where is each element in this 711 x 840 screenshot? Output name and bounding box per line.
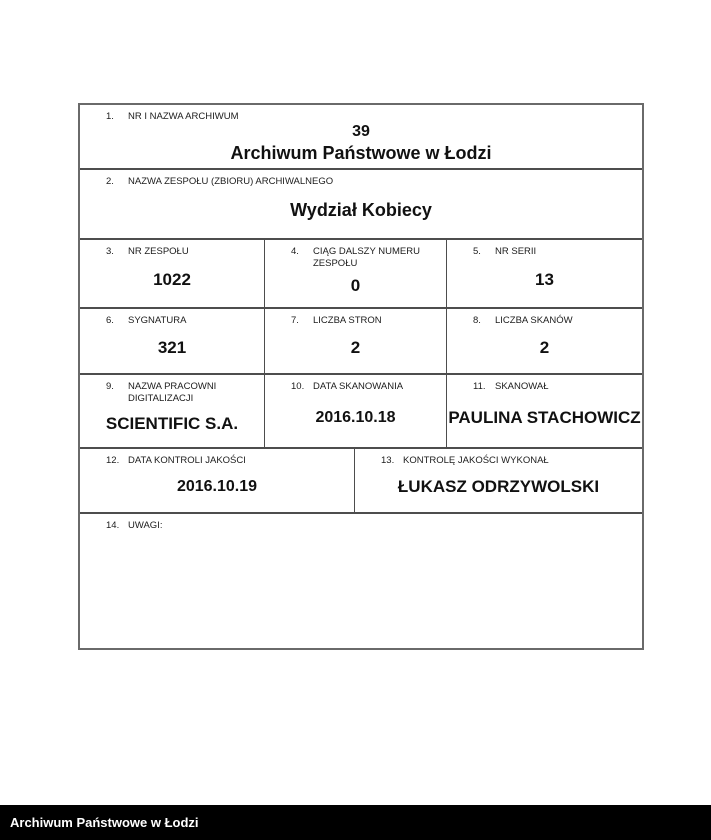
field-value-area bbox=[80, 467, 354, 512]
form-row-6 bbox=[80, 449, 642, 514]
field-number: 12. bbox=[106, 455, 120, 466]
field-cell-nr-i-nazwa-archiwum bbox=[80, 105, 642, 168]
field-value-area bbox=[80, 327, 264, 373]
field-label-row bbox=[80, 240, 264, 258]
field-cell-liczba-skanow bbox=[447, 309, 642, 373]
field-label-row bbox=[447, 240, 642, 258]
field-cell-sygnatura bbox=[80, 309, 265, 373]
page-count-value: 2 bbox=[350, 337, 361, 357]
field-label-row bbox=[80, 170, 642, 188]
field-label-row bbox=[80, 309, 264, 327]
footer-archive-title: Archiwum Państwowe w Łodzi bbox=[10, 815, 199, 830]
field-number: 5. bbox=[473, 246, 481, 257]
field-number: 6. bbox=[106, 315, 114, 326]
field-value-area bbox=[80, 258, 264, 307]
field-value-area bbox=[447, 327, 642, 373]
field-value-area bbox=[80, 123, 642, 168]
archive-number-value: 39 bbox=[352, 122, 370, 140]
field-cell-uwagi bbox=[80, 514, 642, 648]
field-label-row bbox=[265, 309, 446, 327]
field-label-row bbox=[355, 449, 642, 467]
form-row-5 bbox=[80, 375, 642, 449]
field-value-area bbox=[265, 270, 446, 307]
field-value-area bbox=[447, 393, 642, 447]
field-label: NR I NAZWA ARCHIWUM bbox=[128, 111, 239, 122]
field-label: NAZWA ZESPOŁU (ZBIORU) ARCHIWALNEGO bbox=[128, 176, 334, 187]
field-number: 3. bbox=[106, 246, 114, 257]
fonds-number-value: 1022 bbox=[153, 270, 191, 290]
field-label-row bbox=[80, 375, 264, 405]
field-number: 13. bbox=[381, 455, 395, 466]
field-cell-nazwa-pracowni bbox=[80, 375, 265, 447]
field-value-area bbox=[265, 327, 446, 373]
field-number: 11. bbox=[473, 381, 486, 392]
field-cell-liczba-stron bbox=[265, 309, 447, 373]
scan-count-value: 2 bbox=[539, 337, 550, 357]
footer-bar bbox=[0, 805, 711, 840]
field-value-area bbox=[80, 188, 642, 238]
archive-name-value: Archiwum Państwowe w Łodzi bbox=[230, 142, 492, 163]
field-label-row bbox=[447, 375, 642, 393]
field-cell-ciag-dalszy-numeru bbox=[265, 240, 447, 307]
form-row-2 bbox=[80, 170, 642, 240]
field-cell-nr-serii bbox=[447, 240, 642, 307]
archival-metadata-form bbox=[78, 103, 644, 650]
field-cell-data-skanowania bbox=[265, 375, 447, 447]
field-label: SYGNATURA bbox=[128, 315, 187, 326]
field-label: CIĄG DALSZY NUMERU ZESPOŁU bbox=[313, 246, 420, 269]
field-number: 2. bbox=[106, 176, 114, 187]
field-label-row bbox=[80, 514, 642, 532]
field-value-area bbox=[447, 258, 642, 307]
field-number: 9. bbox=[106, 381, 114, 392]
remarks-empty-area bbox=[80, 532, 642, 648]
field-cell-nr-zespolu bbox=[80, 240, 265, 307]
field-label-row bbox=[265, 240, 446, 270]
field-number: 14. bbox=[106, 520, 120, 531]
field-label: NR ZESPOŁU bbox=[128, 246, 189, 257]
field-label: LICZBA STRON bbox=[313, 315, 382, 326]
field-label: SKANOWAŁ bbox=[495, 381, 549, 392]
form-row-4 bbox=[80, 309, 642, 375]
form-row-3 bbox=[80, 240, 642, 309]
scanner-operator-value: PAULINA STACHOWICZ bbox=[448, 407, 641, 427]
field-number: 4. bbox=[291, 246, 299, 257]
fonds-name-value: Wydział Kobiecy bbox=[290, 200, 432, 221]
field-label-row bbox=[80, 449, 354, 467]
field-label-row bbox=[80, 105, 642, 123]
signature-value: 321 bbox=[157, 337, 187, 357]
scan-date-value: 2016.10.18 bbox=[315, 408, 396, 426]
field-label: KONTROLĘ JAKOŚCI WYKONAŁ bbox=[403, 455, 549, 466]
quality-checker-value: ŁUKASZ ODRZYWOLSKI bbox=[397, 477, 600, 497]
form-row-1 bbox=[80, 105, 642, 170]
field-label-row bbox=[447, 309, 642, 327]
field-label: UWAGI: bbox=[128, 520, 163, 531]
form-row-7 bbox=[80, 514, 642, 648]
field-label-row bbox=[265, 375, 446, 393]
field-value-area bbox=[265, 393, 446, 447]
field-cell-nazwa-zespolu bbox=[80, 170, 642, 238]
digitization-lab-value: SCIENTIFIC S.A. bbox=[105, 413, 239, 433]
field-number: 7. bbox=[291, 315, 299, 326]
field-value-area bbox=[355, 467, 642, 512]
field-cell-skanowal bbox=[447, 375, 642, 447]
field-number: 1. bbox=[106, 111, 114, 122]
field-label: NAZWA PRACOWNI DIGITALIZACJI bbox=[128, 381, 217, 404]
field-value-area bbox=[80, 405, 264, 447]
quality-check-date-value: 2016.10.19 bbox=[176, 478, 258, 496]
field-cell-data-kontroli bbox=[80, 449, 355, 512]
field-label: DATA KONTROLI JAKOŚCI bbox=[128, 455, 246, 466]
field-number: 8. bbox=[473, 315, 481, 326]
field-label: LICZBA SKANÓW bbox=[495, 315, 573, 326]
field-cell-kontrole-wykonal bbox=[355, 449, 642, 512]
field-number: 10. bbox=[291, 381, 305, 392]
field-label: NR SERII bbox=[495, 246, 537, 257]
field-label: DATA SKANOWANIA bbox=[313, 381, 404, 392]
series-number-value: 13 bbox=[535, 270, 554, 290]
fonds-number-continuation-value: 0 bbox=[350, 276, 361, 296]
